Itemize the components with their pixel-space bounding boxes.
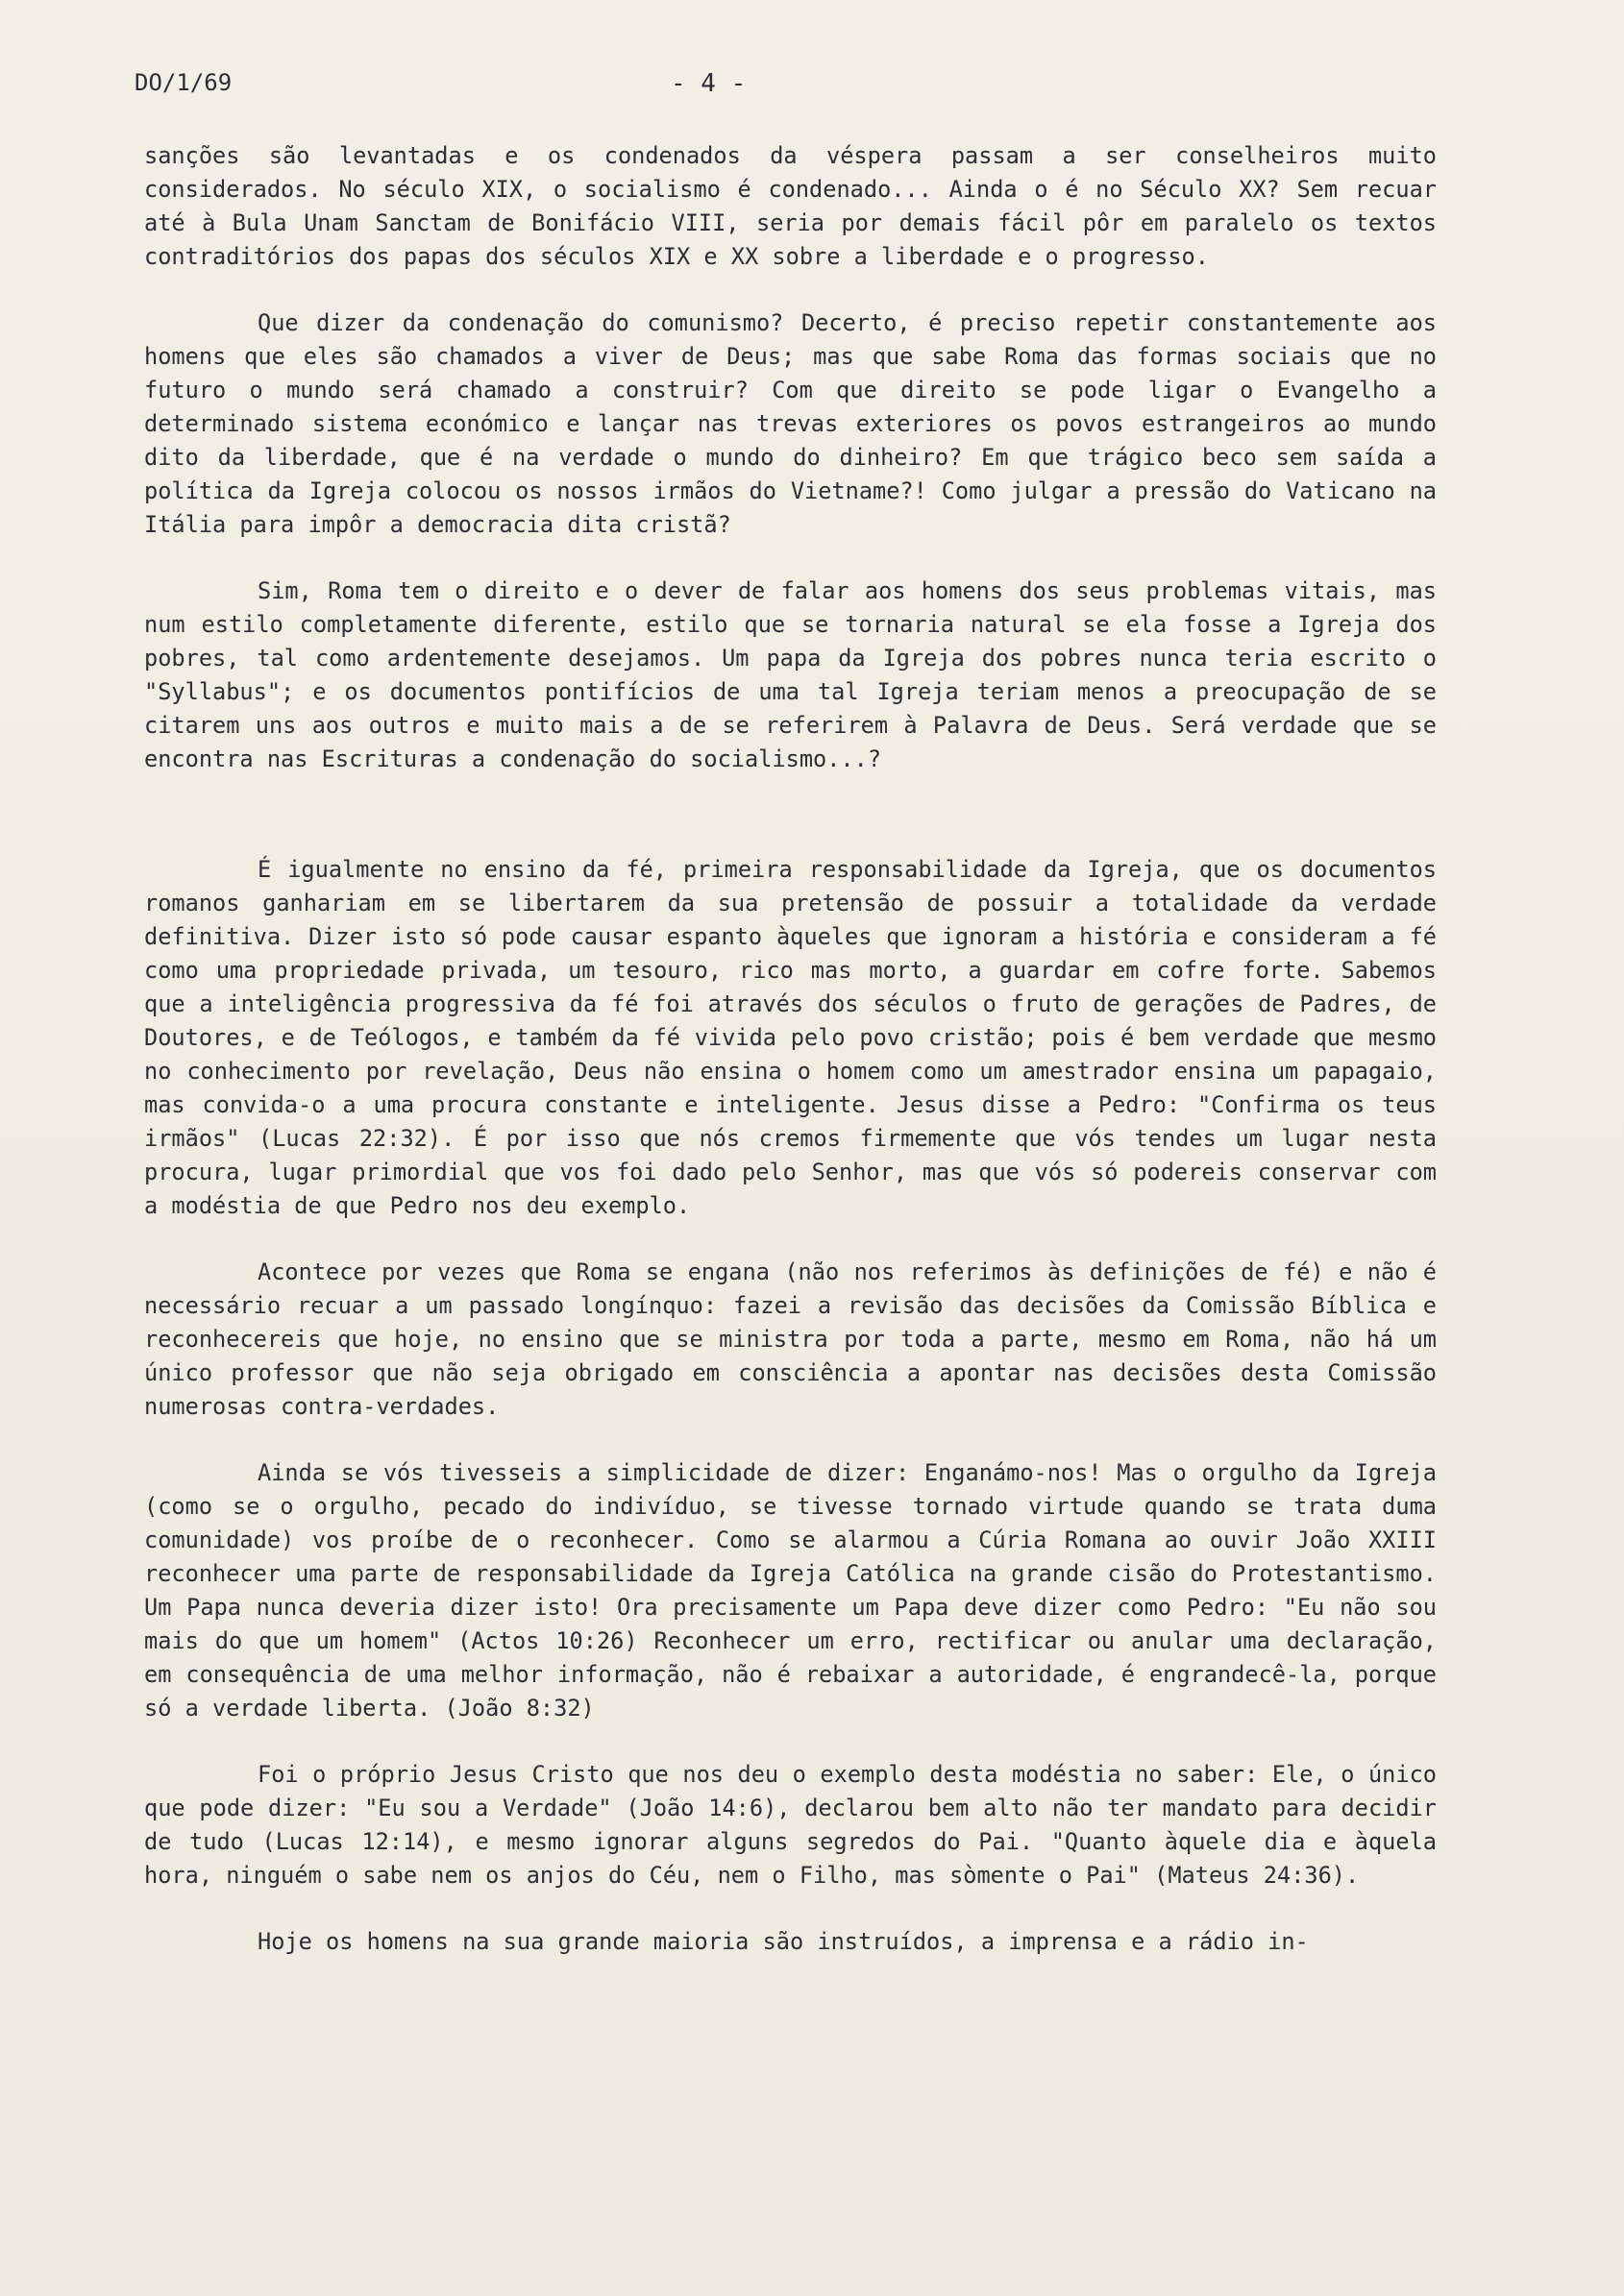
paragraph: Hoje os homens na sua grande maioria são instruídos, a imprensa e a rádio in-	[258, 1928, 1309, 1955]
document-reference: DO/1/69	[135, 69, 233, 96]
paragraph: Ainda se vós tivesseis a simplicidade de dizer: Enganámo-nos! Mas o orgulho da Igreja (como se o orgulho, pecado do indivíduo, se tivesse tornado virtude quando se trata duma comunidade) vos proíbe de o reconhecer. Como se alarmou a Cúria Romana ao ouvir João XXIII reconhecer uma parte de responsabilidade da Igreja Católica na grande cisão do Protestantismo. Um Papa nunca deveria dizer isto! Ora precisamente um Papa deve dizer como Pedro: "Eu não sou mais do que um homem" (Actos 10:26) Reconhecer um erro, rectificar ou anular uma declaração, em consequência de uma melhor informação, não é rebaixar a autoridade, é engrandecê-la, porque só a verdade liberta. (João 8:32)	[144, 1459, 1437, 1722]
page-number: - 4 -	[671, 69, 747, 98]
paragraph: sanções são levantadas e os condenados da véspera passam a ser conselheiros muito considerados. No século XIX, o socialismo é condenado... Ainda o é no Século XX? Sem recuar até à Bula Unam Sanctam de Bonifácio VIII, seria por demais fácil pôr em paralelo os textos contraditórios dos papas dos séculos XIX e XX sobre a liberdade e o progresso.	[144, 142, 1437, 270]
paragraph: Que dizer da condenação do comunismo? Decerto, é preciso repetir constantemente aos homens que eles são chamados a viver de Deus; mas que sabe Roma das formas sociais que no futuro o mundo será chamado a construir? Com que direito se pode ligar o Evangelho a determinado sistema económico e lançar nas trevas exteriores os povos estrangeiros ao mundo dito da liberdade, que é na verdade o mundo do dinheiro? Em que trágico beco sem saída a política da Igreja colocou os nossos irmãos do Vietname?! Como julgar a pressão do Vaticano na Itália para impôr a democracia dita cristã?	[144, 309, 1437, 538]
paragraph: Foi o próprio Jesus Cristo que nos deu o exemplo desta modéstia no saber: Ele, o único que pode dizer: "Eu sou a Verdade" (João 14:6), declarou bem alto não ter mandato para decidir de tudo (Lucas 12:14), e mesmo ignorar alguns segredos do Pai. "Quanto àquele dia e àquela hora, ninguém o sabe nem os anjos do Céu, nem o Filho, mas sòmente o Pai" (Mateus 24:36).	[144, 1761, 1437, 1889]
paragraph: É igualmente no ensino da fé, primeira responsabilidade da Igreja, que os documentos romanos ganhariam em se libertarem da sua pretensão de possuir a totalidade da verdade definitiva. Dizer isto só pode causar espanto àqueles que ignoram a história e consideram a fé como uma propriedade privada, um tesouro, rico mas morto, a guardar em cofre forte. Sabemos que a inteligência progressiva da fé foi através dos séculos o fruto de gerações de Padres, de Doutores, e de Teólogos, e também da fé vivida pelo povo cristão; pois é bem verdade que mesmo no conhecimento por revelação, Deus não ensina o homem como um amestrador ensina um papagaio, mas convida-o a uma procura constante e inteligente. Jesus disse a Pedro: "Confirma os teus irmãos" (Lucas 22:32). É por isso que nós cremos firmemente que vós tendes um lugar nesta procura, lugar primordial que vos foi dado pelo Senhor, mas que vós só podereis conservar com a modéstia de que Pedro nos deu exemplo.	[144, 856, 1437, 1219]
paragraph: Sim, Roma tem o direito e o dever de falar aos homens dos seus problemas vitais, mas num estilo completamente diferente, estilo que se tornaria natural se ela fosse a Igreja dos pobres, tal como ardentemente desejamos. Um papa da Igreja dos pobres nunca teria escrito o "Syllabus"; e os documentos pontifícios de uma tal Igreja teriam menos a preocupação de se citarem uns aos outros e muito mais a de se referirem à Palavra de Deus. Será verdade que se encontra nas Escrituras a condenação do socialismo...?	[144, 577, 1437, 772]
document-body	[144, 139, 1437, 1959]
paragraph: Acontece por vezes que Roma se engana (não nos referimos às definições de fé) e não é necessário recuar a um passado longínquo: fazei a revisão das decisões da Comissão Bíblica e reconhecereis que hoje, no ensino que se ministra por toda a parte, mesmo em Roma, não há um único professor que não seja obrigado em consciência a apontar nas decisões desta Comissão numerosas contra-verdades.	[144, 1258, 1437, 1420]
